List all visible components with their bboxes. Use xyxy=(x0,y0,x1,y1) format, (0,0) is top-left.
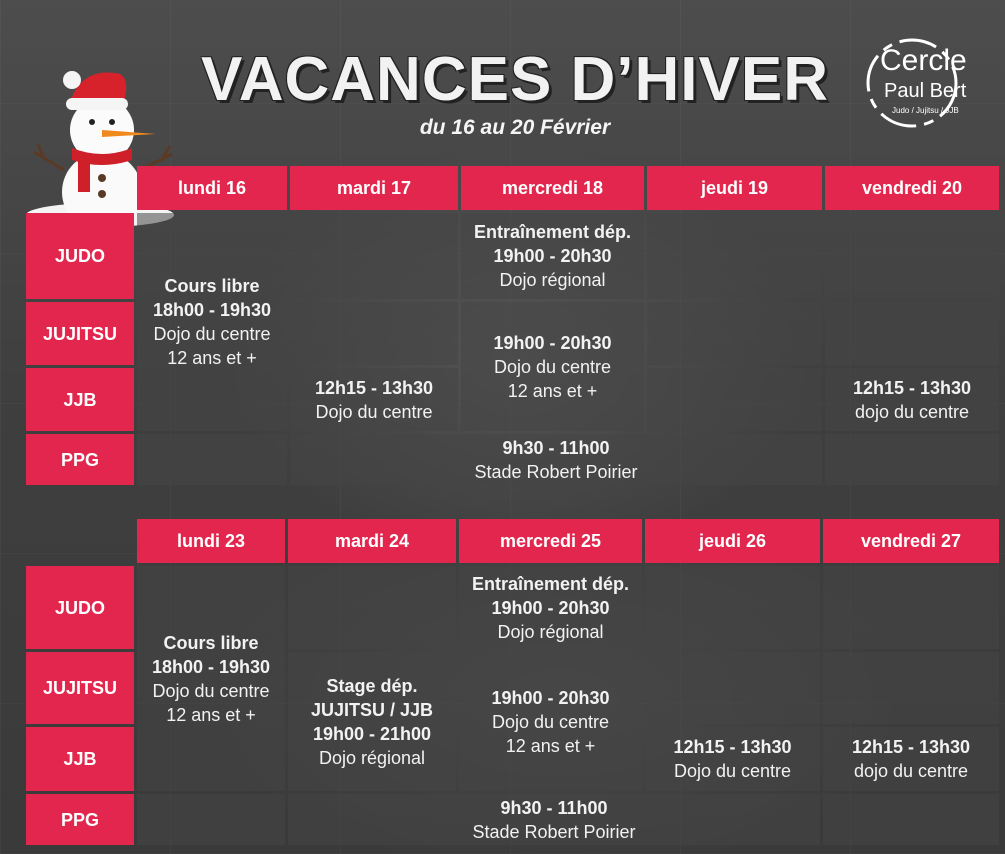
row-header-jujitsu: JUJITSU xyxy=(26,302,134,365)
row-header-jujitsu: JUJITSU xyxy=(26,652,134,724)
day-header: jeudi 19 xyxy=(647,166,822,210)
session-subtitle: JUJITSU / JJB xyxy=(310,699,434,720)
empty-slot xyxy=(645,652,820,724)
session-place: Stade Robert Poirier xyxy=(474,461,638,482)
session-jujitsu xyxy=(461,302,644,431)
session-place: Dojo du centre xyxy=(491,711,610,732)
day-header: vendredi 27 xyxy=(823,519,999,563)
session-age: 12 ans et + xyxy=(167,348,257,368)
session-time: 18h00 - 19h30 xyxy=(152,300,272,320)
session-ppg xyxy=(290,434,822,485)
session-cours-libre xyxy=(137,213,287,431)
session-place: dojo du centre xyxy=(854,401,970,422)
empty-slot xyxy=(288,566,456,649)
day-header: mercredi 25 xyxy=(459,519,642,563)
row-header-judo: JUDO xyxy=(26,213,134,299)
session-time: 12h15 - 13h30 xyxy=(314,377,434,398)
session-place: Dojo régional xyxy=(497,621,604,642)
day-header: mercredi 18 xyxy=(461,166,644,210)
session-place: Dojo du centre xyxy=(493,356,612,377)
session-time: 19h00 - 20h30 xyxy=(491,687,610,708)
empty-slot xyxy=(137,794,285,845)
session-time: 12h15 - 13h30 xyxy=(673,737,792,757)
club-logo xyxy=(862,36,982,130)
session-title: Entraînement dép. xyxy=(471,573,630,594)
session-jjb xyxy=(825,368,999,431)
schedule-week-1 xyxy=(26,166,996,489)
empty-slot xyxy=(290,213,458,299)
empty-slot xyxy=(825,213,999,299)
empty-slot xyxy=(647,213,822,299)
session-jujitsu xyxy=(459,652,642,791)
day-header: lundi 23 xyxy=(137,519,285,563)
session-cours-libre xyxy=(137,566,285,791)
row-header-ppg: PPG xyxy=(26,794,134,845)
session-place: Stade Robert Poirier xyxy=(472,821,636,842)
corner-spacer xyxy=(26,166,134,210)
empty-slot xyxy=(137,434,287,485)
session-time: 19h00 - 20h30 xyxy=(493,246,612,266)
logo-line-1: Cercle xyxy=(880,44,967,77)
page-subtitle: du 16 au 20 Février xyxy=(419,116,611,139)
session-time: 18h00 - 19h30 xyxy=(151,656,271,677)
session-time: 9h30 - 11h00 xyxy=(500,797,608,818)
logo-line-3: Judo / Jujitsu / JJB xyxy=(892,106,959,115)
session-ppg xyxy=(288,794,820,845)
session-time: 19h00 - 20h30 xyxy=(493,332,612,353)
logo-line-2: Paul Bert xyxy=(884,80,967,102)
empty-slot xyxy=(647,368,822,431)
session-time: 12h15 - 13h30 xyxy=(852,377,972,398)
empty-slot xyxy=(647,302,822,365)
session-place: Dojo du centre xyxy=(152,680,270,701)
day-header: mardi 17 xyxy=(290,166,458,210)
session-stage xyxy=(288,652,456,791)
session-place: Dojo régional xyxy=(318,747,426,768)
row-header-jjb: JJB xyxy=(26,368,134,431)
session-time: 19h00 - 20h30 xyxy=(491,597,610,618)
day-header: mardi 24 xyxy=(288,519,456,563)
page-title: VACANCES D’HIVER xyxy=(200,45,830,114)
session-title: Cours libre xyxy=(164,276,260,296)
corner-spacer xyxy=(26,519,134,563)
session-title: Stage dép. xyxy=(326,675,418,696)
session-time: 9h30 - 11h00 xyxy=(502,437,610,458)
session-age: 12 ans et + xyxy=(166,704,256,725)
session-place: Dojo du centre xyxy=(315,401,433,422)
day-header: jeudi 26 xyxy=(645,519,820,563)
row-header-jjb: JJB xyxy=(26,727,134,791)
session-age: 12 ans et + xyxy=(505,735,596,756)
empty-slot xyxy=(645,566,820,649)
empty-slot xyxy=(823,652,999,724)
session-jjb xyxy=(645,727,820,791)
session-place: Dojo du centre xyxy=(673,761,792,781)
row-header-ppg: PPG xyxy=(26,434,134,485)
session-place: dojo du centre xyxy=(853,761,969,781)
session-jjb xyxy=(823,727,999,791)
session-place: Dojo régional xyxy=(499,270,606,290)
empty-slot xyxy=(823,566,999,649)
session-age: 12 ans et + xyxy=(507,380,598,401)
session-title: Cours libre xyxy=(163,632,259,653)
session-place: Dojo du centre xyxy=(153,324,271,344)
session-time: 19h00 - 21h00 xyxy=(312,723,432,744)
session-judo-entrainement xyxy=(461,213,644,299)
empty-slot xyxy=(825,302,999,365)
empty-slot xyxy=(825,434,999,485)
session-jjb xyxy=(290,368,458,431)
empty-slot xyxy=(823,794,999,845)
session-time: 12h15 - 13h30 xyxy=(851,737,971,757)
day-header: vendredi 20 xyxy=(825,166,999,210)
empty-slot xyxy=(290,302,458,365)
row-header-judo: JUDO xyxy=(26,566,134,649)
day-header: lundi 16 xyxy=(137,166,287,210)
session-title: Entraînement dép. xyxy=(473,222,632,242)
session-judo-entrainement xyxy=(459,566,642,649)
schedule-week-2 xyxy=(26,519,996,845)
